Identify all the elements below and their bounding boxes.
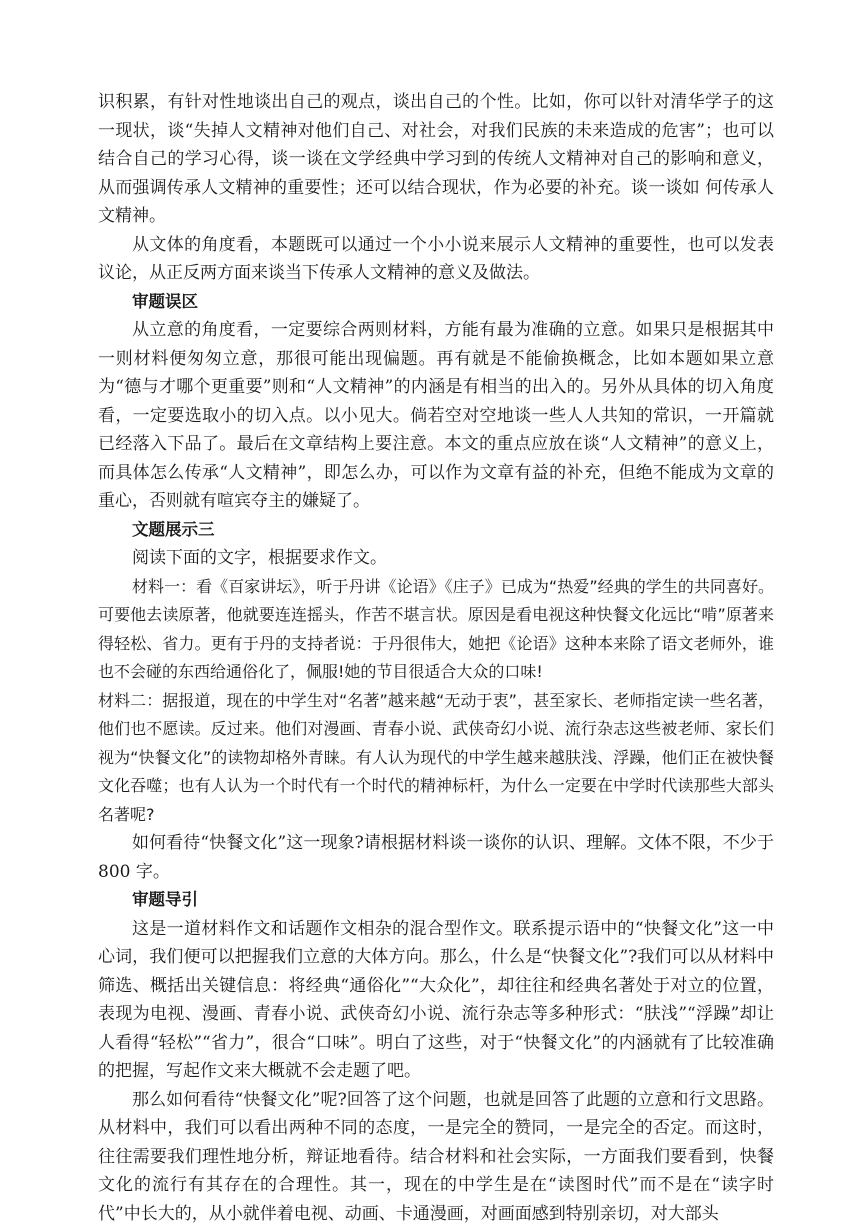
paragraph-analysis: 那么如何看待“快餐文化”呢?回答了这个问题，也就是回答了此题的立意和行文思路。从材料中，我们可以看出两种不同的态度，一是完全的赞同，一是完全的否定。而这时，往往需要我们理性地分析，辩证地看待。结合材料和社会实际，一方面我们要看到，快餐文化的流行有其存在的合理性。其一，现在的中学生是在“读图时代”而不是在“读字时代”中长大的，从小就伴着电视、动画、卡通漫画，对画面感到特别亲切，对大部头 (98, 1086, 774, 1228)
section-heading-topic-three: 文题展示三 (98, 516, 774, 545)
paragraph-instruction: 阅读下面的文字，根据要求作文。 (98, 544, 774, 573)
paragraph-intro-continued: 识积累，有针对性地谈出自己的观点，谈出自己的个性。比如，你可以针对清华学子的这一现状，谈“失掉人文精神对他们自己、对社会，对我们民族的未来造成的危害”；也可以结合自己的学习心得，谈一谈在文学经典中学习到的传统人文精神对自己的影响和意义，从而强调传承人文精神的重要性；还可以结合现状，作为必要的补充。谈一谈如 何传承人文精神。 (98, 88, 774, 231)
paragraph-genre-angle: 从文体的角度看，本题既可以通过一个小小说来展示人文精神的重要性，也可以发表议论，从正反两方面来谈当下传承人文精神的意义及做法。 (98, 231, 774, 288)
section-heading-guide: 审题导引 (98, 886, 774, 915)
paragraph-guide: 这是一道材料作文和话题作文相杂的混合型作文。联系提示语中的“快餐文化”这一中心词，我们便可以把握我们立意的大体方向。那么，什么是“快餐文化”?我们可以从材料中筛选、概括出关键信息：将经典“通俗化”“大众化”，却往往和经典名著处于对立的位置，表现为电视、漫画、青春小说、武侠奇幻小说、流行杂志等多种形式：“肤浅”“浮躁”却让人看得“轻松”“省力”，很合“口味”。明白了这些，对于“快餐文化”的内涵就有了比较准确的把握，写起作文来大概就不会走题了吧。 (98, 915, 774, 1086)
material-two: 材料二：据报道，现在的中学生对“名著”越来越“无动于衷”，甚至家长、老师指定读一些名著，他们也不愿读。反过来。他们对漫画、青春小说、武侠奇幻小说、流行杂志这些被老师、家长们视为“快餐文化”的读物却格外青睐。有人认为现代的中学生越来越肤浅、浮躁，他们正在被快餐文化吞噬；也有人认为一个时代有一个时代的精神标杆，为什么一定要在中学时代读那些大部头名著呢? (98, 687, 774, 830)
material-one: 材料一：看《百家讲坛》，听于丹讲《论语》《庄子》已成为“热爱”经典的学生的共同喜好。可要他去读原著，他就要连连摇头，作苦不堪言状。原因是看电视这种快餐文化远比“啃”原著来得轻松、省力。更有于丹的支持者说：于丹很伟大，她把《论语》这种本来除了语文老师外，谁也不会碰的东西给通俗化了，佩服!她的节目很适合大众的口味! (98, 573, 774, 687)
paragraph-misreading: 从立意的角度看，一定要综合两则材料，方能有最为准确的立意。如果只是根据其中一则材料便匆匆立意，那很可能出现偏题。再有就是不能偷换概念，比如本题如果立意为“德与才哪个更重要”则和“人文精神”的内涵是有相当的出入的。另外从具体的切入角度看，一定要选取小的切入点。以小见大。倘若空对空地谈一些人人共知的常识，一开篇就已经落入下品了。最后在文章结构上要注意。本文的重点应放在谈“人文精神”的意义上，而具体怎么传承“人文精神”，即怎么办，可以作为文章有益的补充，但绝不能成为文章的重心，否则就有喧宾夺主的嫌疑了。 (98, 316, 774, 516)
paragraph-question: 如何看待“快餐文化”这一现象?请根据材料谈一谈你的认识、理解。文体不限，不少于 800 字。 (98, 829, 774, 886)
section-heading-misreading: 审题误区 (98, 288, 774, 317)
document-page (98, 88, 774, 1228)
